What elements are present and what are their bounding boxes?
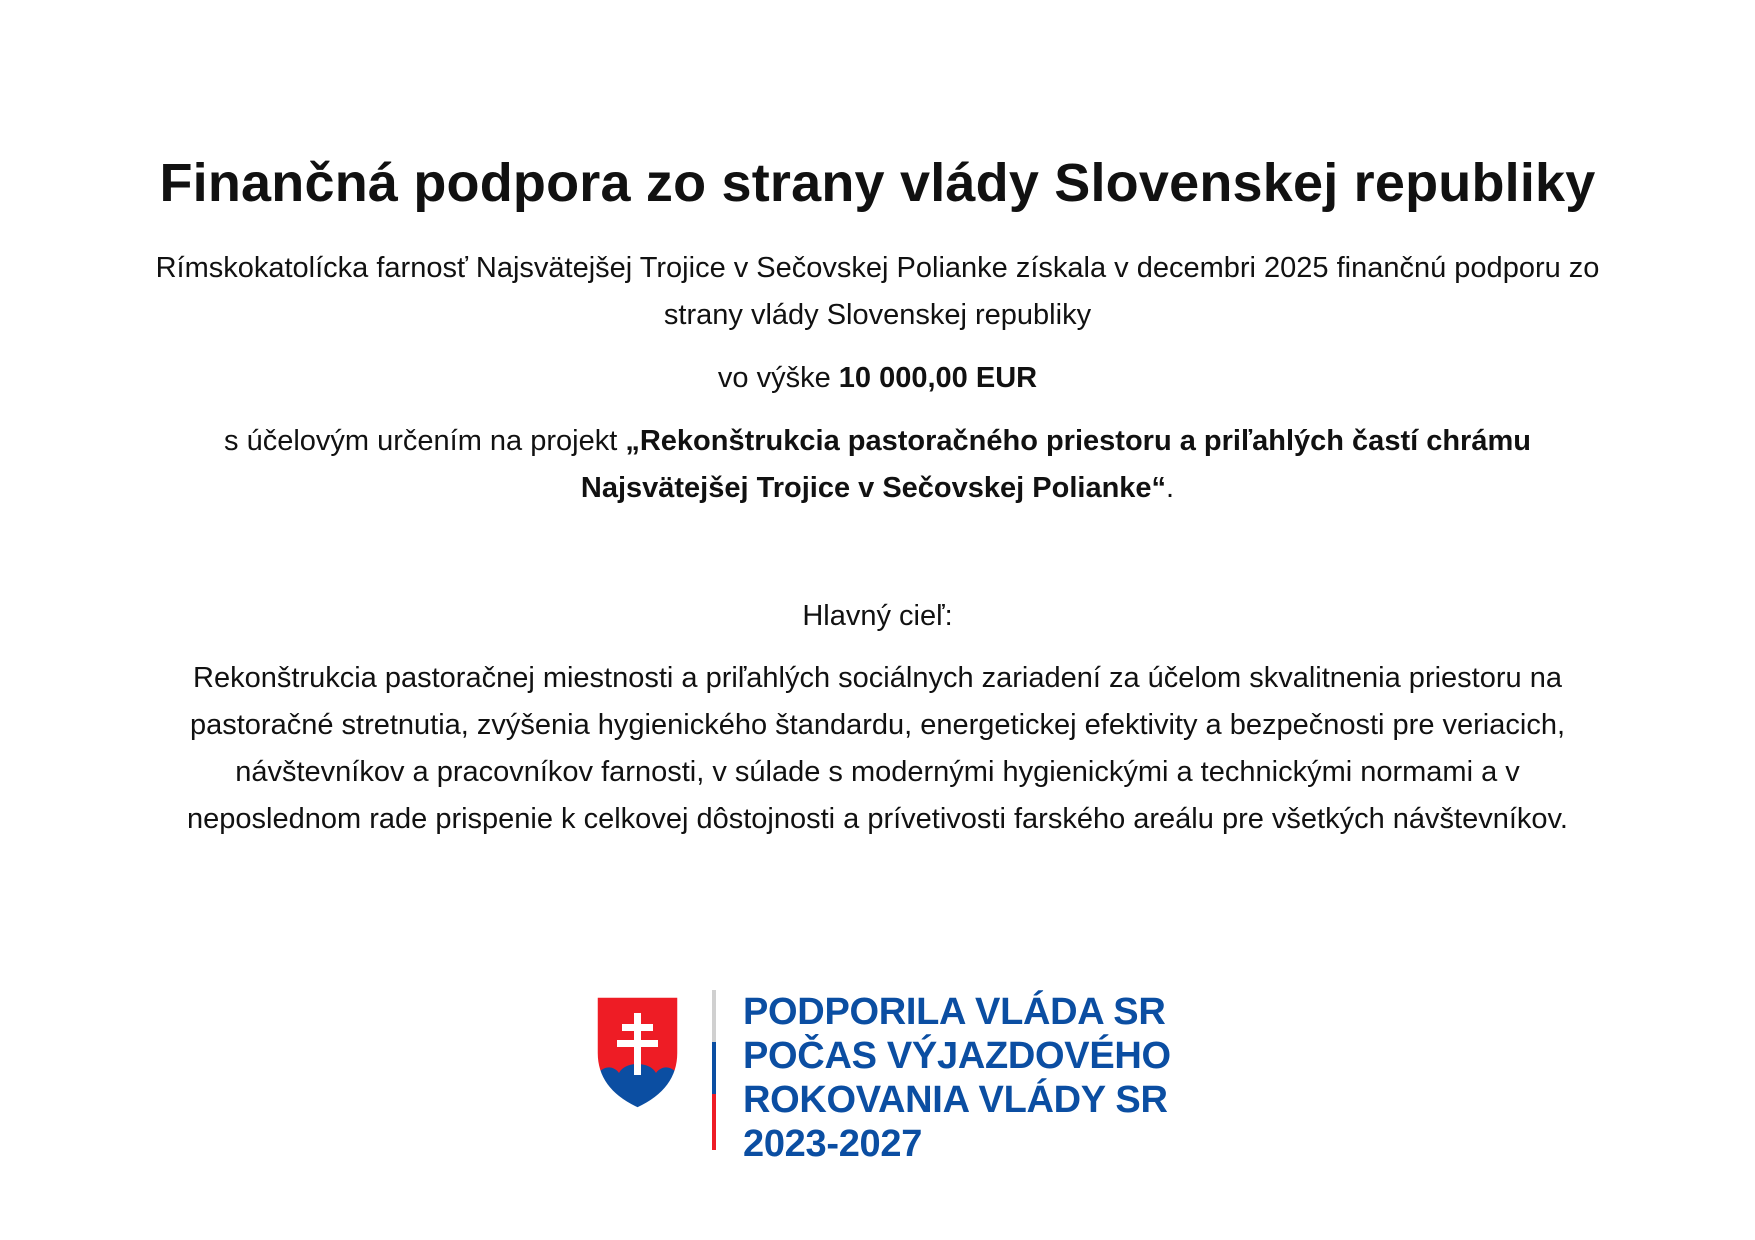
slovak-coat-of-arms-icon	[595, 995, 680, 1110]
logo-line-3: ROKOVANIA VLÁDY SR	[743, 1079, 1168, 1121]
logo-divider	[712, 990, 716, 1150]
intro-paragraph: Rímskokatolícka farnosť Najsvätejšej Trojice v Sečovskej Polianke získala v decembri 2025 finančnú podporu zo strany vlády Slovenskej republiky	[155, 252, 1600, 331]
logo-line-1: PODPORILA VLÁDA SR	[743, 991, 1166, 1033]
page-title: Finančná podpora zo strany vlády Slovenskej republiky	[159, 153, 1596, 213]
project-name: „Rekonštrukcia pastoračného priestoru a priľahlých častí chrámu Najsvätejšej Trojice v Sečovskej Polianke“	[580, 425, 1531, 504]
amount-prefix: vo výške	[717, 362, 839, 394]
amount-value: 10 000,00 EUR	[838, 362, 1038, 394]
logo-line-2: POČAS VÝJAZDOVÉHO	[743, 1035, 1171, 1077]
government-support-logo	[595, 990, 1195, 1165]
goal-heading: Hlavný cieľ:	[802, 600, 953, 632]
project-suffix: .	[1166, 472, 1175, 504]
goal-paragraph: Rekonštrukcia pastoračnej miestnosti a priľahlých sociálnych zariadení za účelom skvalitnenia priestoru na pastoračné stretnutia, zvýšenia hygienického štandardu, energetickej efektivity a bezpečnosti pre veriacich, návštevníkov a pracovníkov farnosti, v súlade s modernými hygienickými a technickými normami a v neposlednom rade prispenie k celkovej dôstojnosti a prívetivosti farského areálu pre všetkých návštevníkov.	[187, 662, 1568, 835]
project-line	[150, 418, 1605, 512]
project-prefix: s účelovým určením na projekt	[224, 425, 626, 457]
amount-line	[150, 355, 1605, 402]
logo-line-4: 2023-2027	[743, 1123, 923, 1165]
logo-text	[743, 990, 1171, 1166]
